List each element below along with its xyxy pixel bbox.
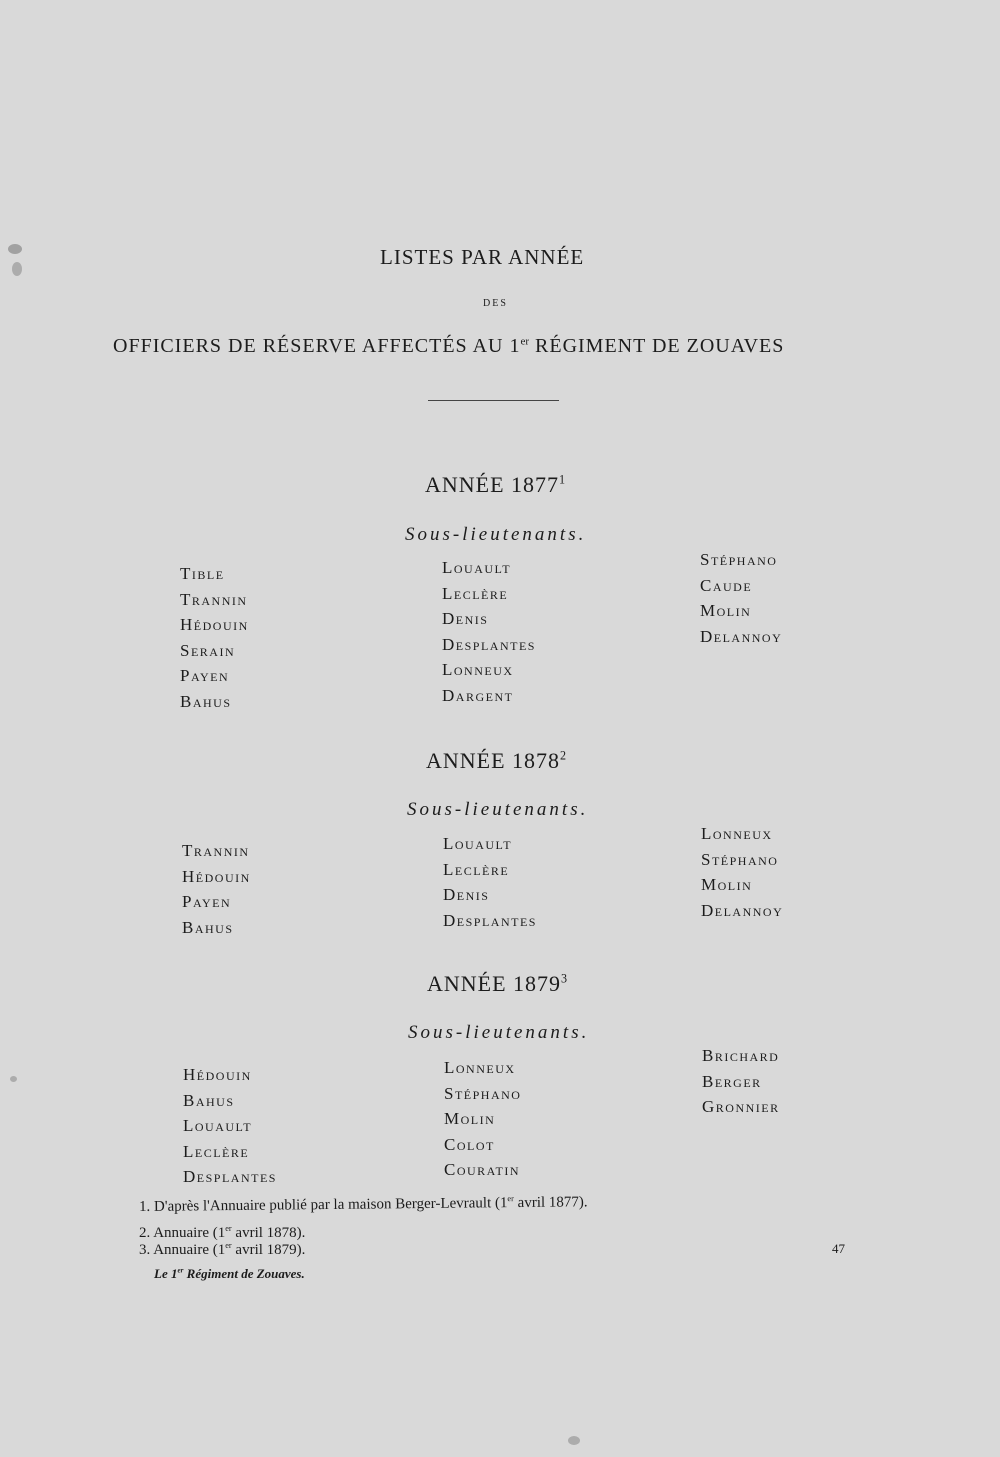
header-subtitle-part1: OFFICIERS DE RÉSERVE AFFECTÉS AU 1 [113,335,521,357]
footnote-ref: 3 [561,971,568,986]
officer-name: Serain [180,640,236,660]
officer-name: Molin [701,875,753,894]
officer-name: Delannoy [700,626,783,646]
section-1877-col3 [700,547,782,649]
footer-text-end: Régiment de Zouaves. [183,1266,305,1281]
officer-name: Molin [700,601,752,620]
section-year: ANNÉE 1879 [427,971,562,996]
officer-name: Lonneux [442,660,514,679]
officer-name: Dargent [442,685,514,705]
header-subtitle-part2: RÉGIMENT DE ZOUAVES [529,335,785,357]
officer-name: Lonneux [701,824,773,843]
officer-name: Trannin [180,589,248,609]
footnote-sup: er [225,1241,232,1250]
officer-name: Desplantes [442,634,536,654]
footnote-text-end: avril 1879). [231,1242,306,1258]
footnote-text-end: avril 1878). [231,1225,306,1241]
footnote-number: 2. [139,1225,151,1241]
officer-name: Caude [700,575,753,595]
officer-name: Tible [180,564,225,583]
footnote-text: Annuaire (1 [153,1242,226,1258]
officer-name: Louault [183,1116,253,1135]
officer-name: Berger [702,1071,762,1091]
footer-signature [154,1266,305,1282]
section-1877-title [425,472,565,498]
officer-name: Bahus [180,691,232,711]
officer-name: Trannin [182,841,250,860]
officer-name: Colot [444,1134,495,1154]
officer-name: Bahus [182,917,234,937]
section-1878-col3 [701,821,783,923]
footnote-sup: er [507,1194,514,1204]
section-1877-col1 [180,561,249,714]
officer-name: Leclère [443,859,510,879]
footnote-ref: 2 [560,748,567,763]
officer-name: Hédouin [183,1065,252,1084]
page-number: 47 [832,1241,845,1256]
officer-name: Gronnier [702,1097,780,1116]
officer-name: Couratin [444,1160,521,1179]
footnote-3 [139,1238,305,1258]
footer-sup: er [177,1266,184,1275]
section-1877-col2 [442,555,536,708]
scan-speck [568,1436,580,1445]
section-year: ANNÉE 1877 [425,472,560,497]
section-1878-col1 [182,838,251,940]
officer-name: Delannoy [701,900,784,920]
footnote-number: 3. [139,1242,151,1258]
scan-speck [10,1076,17,1082]
section-1877-rank: Sous-lieutenants. [405,524,587,545]
footnote-ref: 1 [559,472,566,487]
officer-name: Stéphano [701,849,779,869]
footnote-text: D'après l'Annuaire publié par la maison Berger-Levrault (1 [153,1195,508,1215]
officer-name: Leclère [183,1141,250,1161]
officer-name: Desplantes [443,910,537,930]
officer-name: Hédouin [182,866,251,886]
officer-name: Louault [442,558,512,577]
section-1879-col3 [702,1043,780,1120]
footnote-number: 1. [138,1198,151,1215]
officer-name: Payen [180,666,230,685]
section-year: ANNÉE 1878 [426,748,561,773]
officer-name: Stéphano [444,1083,522,1103]
header-title: LISTES PAR ANNÉE [380,245,585,269]
section-1879-rank: Sous-lieutenants. [408,1022,590,1043]
officer-name: Molin [444,1109,496,1128]
header-connector: DES [483,298,508,309]
section-1879-col1 [183,1062,277,1190]
scan-speck [8,244,22,254]
officer-name: Stéphano [700,550,778,569]
scan-speck [12,262,22,276]
footnote-sup: er [225,1224,232,1233]
officer-name: Lonneux [444,1058,516,1077]
header-divider [428,400,559,401]
header-subtitle-sup: er [520,335,530,348]
section-1879-title [427,971,567,997]
section-1878-title [426,748,566,774]
section-1878-col2 [443,831,537,933]
section-1878-rank: Sous-lieutenants. [407,799,589,820]
footnote-text-end: avril 1877). [513,1194,588,1212]
footnote-1 [139,1190,588,1215]
officer-name: Leclère [442,583,509,603]
officer-name: Denis [442,609,489,628]
header-subtitle [113,335,784,358]
officer-name: Brichard [702,1046,780,1065]
officer-name: Bahus [183,1090,235,1110]
officer-name: Louault [443,834,513,853]
footer-text: Le 1 [154,1266,178,1281]
officer-name: Hédouin [180,615,249,634]
officer-name: Payen [182,892,232,911]
officer-name: Desplantes [183,1167,277,1186]
footnote-text: Annuaire (1 [153,1225,226,1241]
officer-name: Denis [443,885,490,904]
section-1879-col2 [444,1055,521,1183]
